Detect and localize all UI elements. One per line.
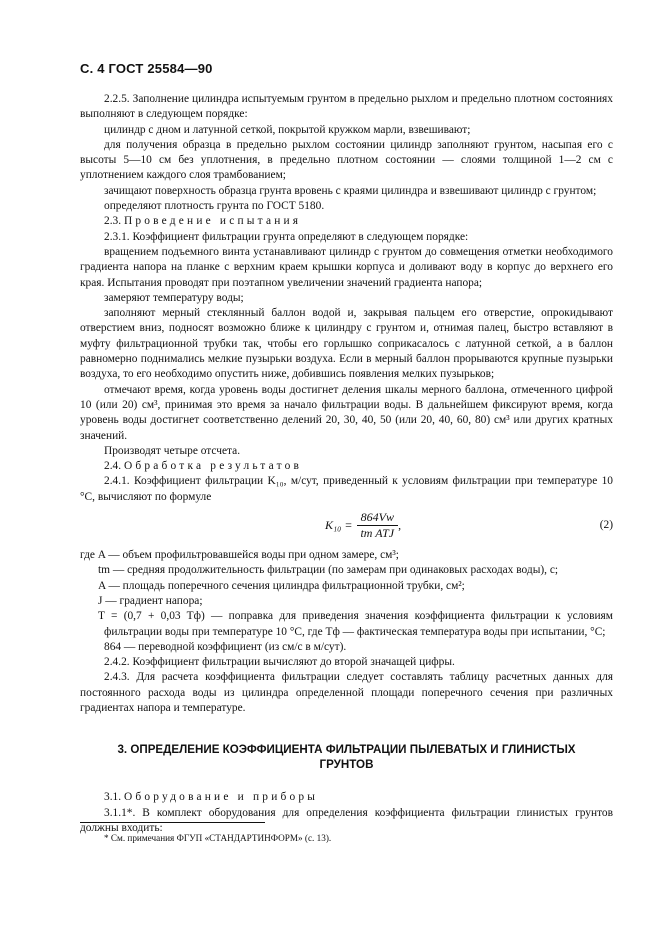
paragraph: цилиндр с дном и латунной сеткой, покрытой кружком марли, взвешивают;: [104, 123, 471, 136]
formula-denominator: tm ATJ: [360, 526, 395, 541]
subheading-number: 3.1.: [104, 791, 122, 804]
paragraph: отмечают время, когда уровень воды достигнет деления шкалы мерного баллона, отмеченного цифрой 10 (или 20) см³, принимая это время за начало фильтрации воды. В дальнейшем фиксируют время, когда уровень воды достигнет соответственно делений 20, 30, 40, 50 (или 20, 40, 60, 80) см³ или других кратных значений.: [80, 383, 613, 442]
paragraph: 2.2.5. Заполнение цилиндра испытуемым грунтом в предельно рыхлом и предельно плотном состояниях выполняют в следующем порядке:: [80, 93, 613, 121]
page-header: С. 4 ГОСТ 25584—90: [80, 61, 213, 76]
equation-number: (2): [599, 519, 613, 532]
formula-numerator: 864Vw: [357, 510, 398, 526]
paragraph: для получения образца в предельно рыхлом состоянии цилиндр заполняют грунтом, насыпая его с высоты 5—10 см без уплотнения, в предельно плотном состоянии — слоями толщиной 1—2 см с уплотнением каждого слоя трамбованием;: [80, 138, 613, 182]
definition-line: T = (0,7 + 0,03 Tф) — поправка для приведения значения коэффициента фильтрации к условиям фильтрации воды при температуре 10 °С, где Tф — фактическая температура воды при испытании, °С;: [98, 610, 613, 638]
subheading-text: Проведение испытания: [123, 215, 302, 228]
subheading-number: 2.3.: [104, 215, 122, 228]
definition-line: J — градиент напора;: [98, 594, 203, 607]
section-title: 3. ОПРЕДЕЛЕНИЕ КОЭФФИЦИЕНТА ФИЛЬТРАЦИИ ПЫЛЕВАТЫХ И ГЛИНИСТЫХ ГРУНТОВ: [117, 743, 576, 772]
footnote-divider: [80, 822, 265, 823]
subheading-text: Обработка результатов: [123, 460, 303, 473]
paragraph: 2.4.3. Для расчета коэффициента фильтрации следует составлять таблицу расчетных данных для постоянного расхода воды из цилиндра определенной площади поперечного сечения при различных градиентах напора и температуре.: [80, 671, 613, 714]
definition-line: где A — объем профильтровавшейся воды при одном замере, см³;: [80, 549, 399, 562]
document-body: [80, 92, 613, 836]
definition-line: 864 — переводной коэффициент (из см/с в м/сут).: [104, 640, 347, 653]
paragraph: зачищают поверхность образца грунта вровень с краями цилиндра и взвешивают цилиндр с грунтом;: [104, 184, 597, 197]
definition-line: A — площадь поперечного сечения цилиндра фильтрационной трубки, см²;: [98, 579, 465, 592]
paragraph: замеряют температуру воды;: [104, 291, 244, 304]
definition-line: tm — средняя продолжительность фильтрации (по замерам при одинаковых расходах воды), с;: [98, 564, 559, 577]
paragraph: 2.4.1. Коэффициент фильтрации K₁₀, м/сут, приведенный к условиям фильтрации при температуре 10 °С, вычисляют по формуле: [80, 475, 613, 503]
formula-fraction: [356, 510, 398, 541]
formula-lhs: K₁₀ =: [325, 517, 353, 532]
subheading-number: 2.4.: [104, 460, 122, 473]
paragraph: 2.4.2. Коэффициент фильтрации вычисляют до второй значащей цифры.: [104, 656, 455, 669]
paragraph: вращением подъемного винта устанавливают цилиндр с грунтом до совмещения отметки необходимого градиента напора на планке с верхним краем крышки корпуса и доливают воду в корпус до верхнего его края. Испытания проводят при поэтапном увеличении значений градиента напора;: [80, 245, 613, 289]
subheading-2-4: [80, 459, 613, 474]
formula: [325, 510, 401, 541]
subheading-3-1: [80, 790, 613, 805]
paragraph: заполняют мерный стеклянный баллон водой и, закрывая пальцем его отверстие, опрокидывают отверстием вниз, подносят возможно ближе к цилиндру с грунтом и, отнимая палец, быстро вставляют в муфту фильтрационной трубки так, чтобы его горлышко соприкасалось с латунной сеткой, а в баллон равномерно поднимались мелкие пузырьки воздуха. Если в мерный баллон прорываются крупные пузырьки воздуха, то его необходимо опустить ниже, добившись появления мелких пузырьков;: [80, 307, 613, 381]
subheading-2-3: [80, 214, 613, 229]
subheading-text: Оборудование и приборы: [123, 791, 319, 804]
paragraph: определяют плотность грунта по ГОСТ 5180.: [104, 200, 325, 213]
paragraph: 2.3.1. Коэффициент фильтрации грунта определяют в следующем порядке:: [104, 230, 469, 243]
formula-2: [80, 508, 613, 544]
paragraph: 3.1.1*. В комплект оборудования для определения коэффициента фильтрации глинистых грунтов должны входить:: [80, 806, 613, 834]
paragraph: Производят четыре отсчета.: [104, 444, 241, 457]
footnote: * См. примечания ФГУП «СТАНДАРТИНФОРМ» (с. 13).: [104, 833, 332, 843]
formula-trail: ,: [398, 517, 402, 532]
